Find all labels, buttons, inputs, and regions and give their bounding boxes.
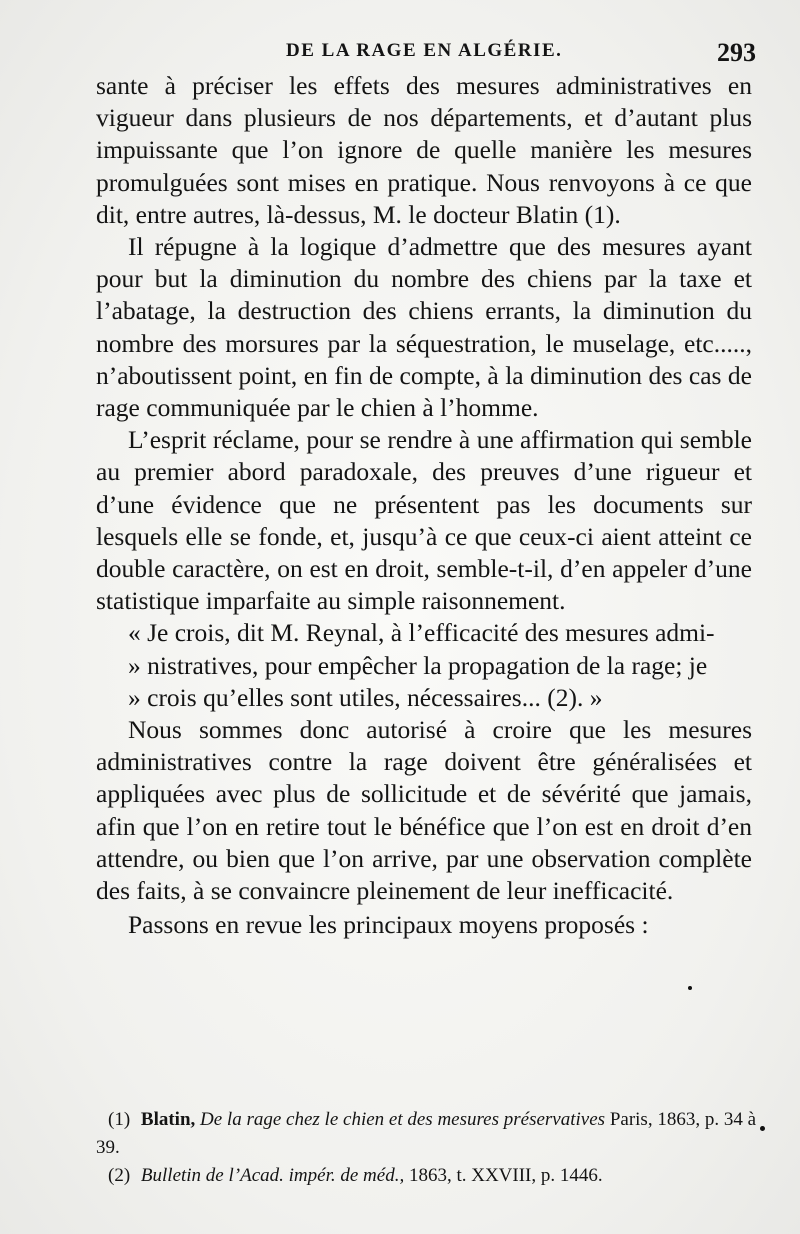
page-header bbox=[96, 36, 756, 70]
quotation bbox=[96, 617, 752, 714]
footnote-title: De la rage chez le chien et des mesures préservatives bbox=[200, 1109, 606, 1130]
footnote-author: Blatin, bbox=[140, 1109, 196, 1130]
footnote-details: Paris, 1863, p. 34 à 39. bbox=[96, 1109, 756, 1158]
paragraph: Il répugne à la logique d’admettre que des mesures ayant pour but la diminution du nombre des chiens par la taxe et l’abatage, la destruction des chiens errants, la diminution du nombre des morsures par la séquestration, le muselage, etc....., n’aboutissent point, en fin de compte, à la diminution des cas de rage communiquée par le chien à l’homme. bbox=[96, 232, 752, 423]
ink-speck bbox=[688, 986, 692, 990]
footnote-1 bbox=[96, 1106, 756, 1162]
page-number: 293 bbox=[717, 38, 756, 67]
paragraph: sante à préciser les effets des mesures administratives en vigueur dans plusieurs de nos départements, et d’autant plus impuissante que l’on ignore de quelle manière les mesures promulguées sont mises en pratique. Nous renvoyons à ce que dit, entre autres, là-dessus, M. le docteur Blatin (1). bbox=[96, 71, 752, 229]
quote-line: » crois qu’elles sont utiles, nécessaires... (2). » bbox=[128, 682, 603, 712]
footnote-marker: (1) bbox=[108, 1109, 131, 1130]
footnote-details: 1863, t. XXVIII, p. 1446. bbox=[408, 1165, 603, 1186]
paragraph: Passons en revue les principaux moyens proposés : bbox=[128, 910, 649, 940]
ink-speck bbox=[760, 1126, 765, 1131]
quote-line: « Je crois, dit M. Reynal, à l’efficacité des mesures admi- bbox=[128, 618, 715, 648]
quote-line: » nistratives, pour empêcher la propagation de la rage; je bbox=[128, 650, 708, 680]
paragraph: Nous sommes donc autorisé à croire que les mesures administratives contre la rage doivent être généralisées et appliquées avec plus de sollicitude et de sévérité que jamais, afin que l’on en retire tout le bénéfice que l’on est en droit d’en attendre, ou bien que l’on arrive, par une observation complète des faits, à se convaincre pleinement de leur inefficacité. bbox=[96, 715, 752, 906]
footnote-marker: (2) bbox=[108, 1165, 131, 1186]
body-text bbox=[96, 70, 752, 941]
paragraph: L’esprit réclame, pour se rendre à une affirmation qui semble au premier abord paradoxale, des preuves d’une rigueur et d’une évidence que ne présentent pas les documents sur lesquels elle se fonde, et, jusqu’à ce que ceux-ci aient atteint ce double caractère, on est en droit, semble-t-il, d’en appeler d’une statistique imparfaite au simple raisonnement. bbox=[96, 425, 752, 616]
running-head: DE LA RAGE EN ALGÉRIE. bbox=[286, 40, 563, 61]
footnote-title: Bulletin de l’Acad. impér. de méd., bbox=[140, 1165, 405, 1186]
footnote-2 bbox=[96, 1162, 756, 1190]
footnotes bbox=[96, 1106, 756, 1190]
